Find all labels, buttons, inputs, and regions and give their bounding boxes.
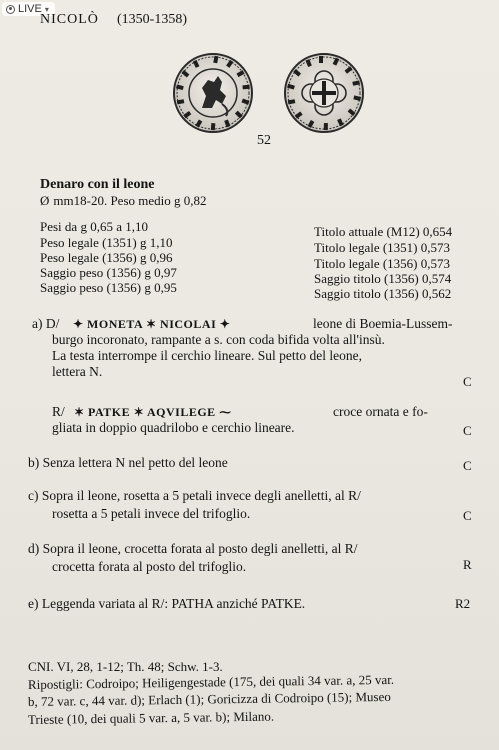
weight-line: Saggio peso (1356) g 0,95: [40, 280, 177, 295]
ruler-name: NICOLÒ: [40, 12, 99, 27]
variant-c-line: rosetta a 5 petali invece del trifoglio.: [52, 506, 251, 521]
variant-a-prefix: a) D/: [32, 316, 60, 331]
weight-line: Pesi da g 0,65 a 1,10: [40, 219, 148, 234]
references-line: Trieste (10, dei quali 5 var. a, 5 var. b); Milano.: [27, 708, 275, 727]
variant-a-rev-prefix: R/: [52, 404, 65, 419]
coin-specs-text: mm18-20. Peso medio g 0,82: [53, 193, 207, 208]
weight-line: Peso legale (1351) g 1,10: [40, 235, 173, 250]
chevron-down-icon: ▾: [44, 4, 49, 14]
variant-a-rev-legend: ✶ PATKE ✶ AQVILEGE ⁓: [74, 405, 232, 419]
references-line: b, 72 var. c, 44 var. d); Erlach (1); Goricizza di Codroipo (15); Museo: [27, 688, 391, 709]
variant-a-line: La testa interrompe il cerchio lineare. Sul petto del leone,: [52, 348, 363, 363]
variant-b-line: b) Senza lettera N nel petto del leone: [28, 455, 228, 470]
variant-a-rev-grade: C: [463, 423, 472, 438]
variant-a-rev-line: croce ornata e fo-: [333, 404, 428, 419]
variant-a-line: lettera N.: [52, 364, 103, 379]
variant-a-legend: ✦ MONETA ✶ NICOLAI ✦: [73, 317, 231, 331]
title-line: Saggio titolo (1356) 0,574: [314, 271, 452, 286]
weight-line: Peso legale (1356) g 0,96: [40, 250, 173, 265]
ruler-dates: (1350-1358): [117, 12, 187, 27]
variant-b-grade: C: [463, 458, 472, 473]
plate-number: 52: [257, 133, 271, 148]
coin-specs: [40, 193, 207, 209]
references-line: Ripostigli: Codroipo; Heiligengestade (175, dei quali 34 var. a, 25 var.: [27, 671, 395, 692]
variant-a-line: leone di Boemia-Lussem-: [313, 316, 453, 331]
weight-line: Saggio peso (1356) g 0,97: [40, 265, 177, 280]
variant-a-rev-line: gliata in doppio quadrilobo e cerchio lineare.: [52, 420, 295, 435]
variant-c-line: c) Sopra il leone, rosetta a 5 petali invece degli anelletti, al R/: [28, 488, 361, 503]
diameter-symbol: Ø: [40, 193, 50, 208]
variant-d-grade: R: [463, 557, 472, 572]
variant-e-line: e) Leggenda variata al R/: PATHA anziché PATKE.: [28, 596, 306, 611]
live-label: LIVE: [18, 3, 42, 15]
title-line: Titolo legale (1351) 0,573: [314, 240, 451, 255]
variant-d-line: crocetta forata al posto del trifoglio.: [52, 559, 247, 574]
variant-c-grade: C: [463, 508, 472, 523]
live-icon: [6, 5, 15, 14]
coin-title: Denaro con il leone: [40, 177, 155, 192]
references-line: CNI. VI, 28, 1-12; Th. 48; Schw. 1-3.: [28, 659, 223, 674]
coin-reverse-image: [283, 52, 365, 134]
title-line: Titolo attuale (M12) 0,654: [314, 224, 453, 239]
title-line: Titolo legale (1356) 0,573: [314, 256, 451, 271]
coin-obverse-image: [172, 52, 254, 134]
variant-d-line: d) Sopra il leone, crocetta forata al posto degli anelletti, al R/: [28, 541, 358, 556]
variant-e-grade: R2: [455, 596, 471, 611]
variant-a-line: burgo incoronato, rampante a s. con coda bifida volta all'insù.: [52, 332, 385, 347]
variant-a-grade: C: [463, 374, 472, 389]
title-line: Saggio titolo (1356) 0,562: [314, 286, 452, 301]
